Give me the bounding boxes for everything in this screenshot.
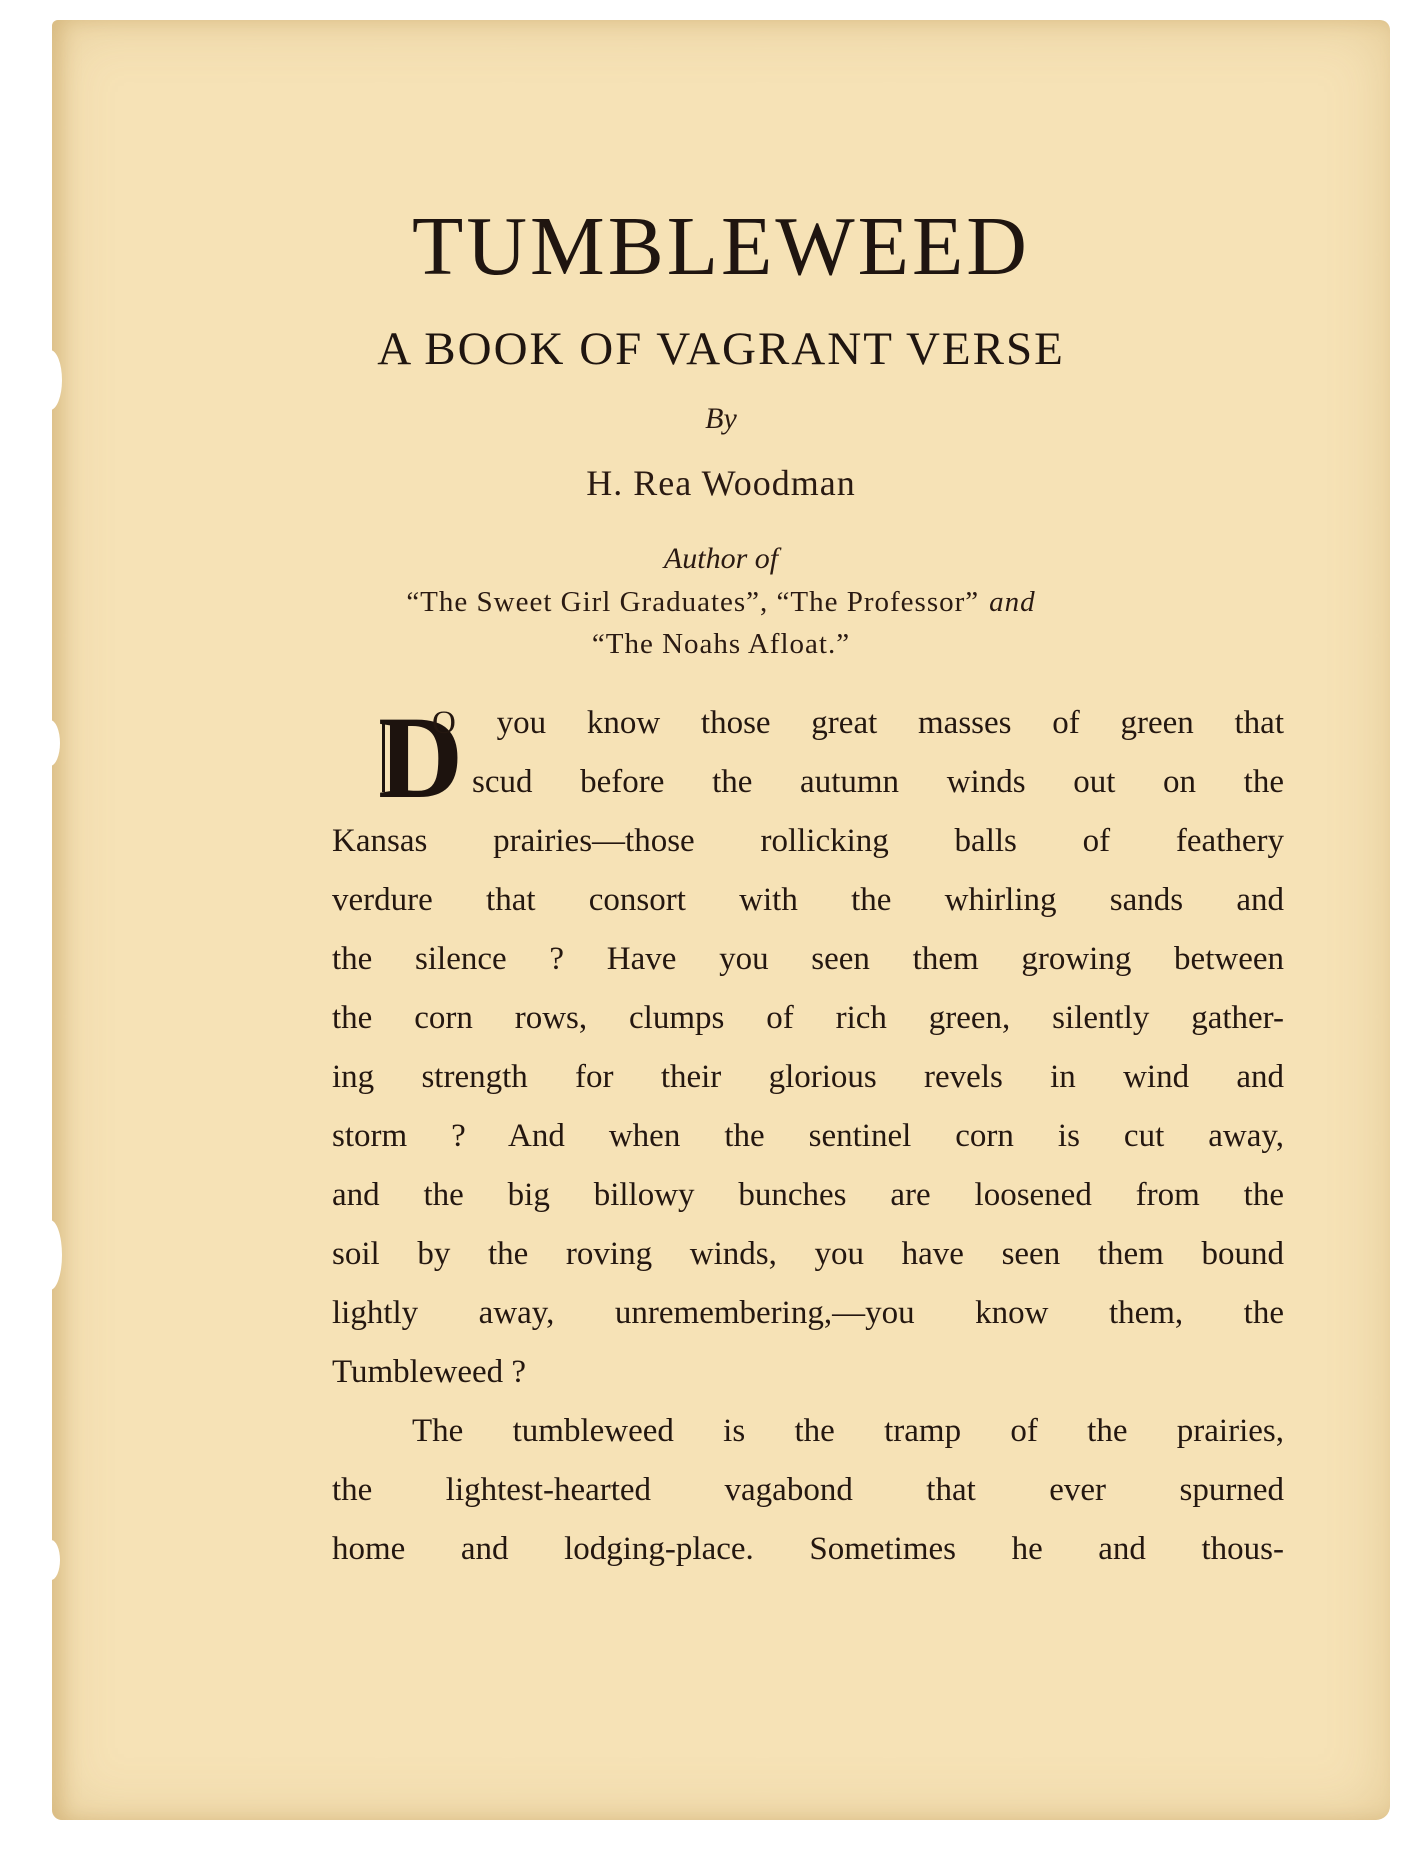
by-line: By (705, 402, 737, 435)
book-subtitle: A BOOK OF VAGRANT VERSE (377, 323, 1065, 375)
page-edge-wear (52, 1220, 62, 1290)
body-line: scud before the autumn winds out on the (472, 764, 1284, 800)
body-line: storm ? And when the sentinel corn is cut away, (332, 1118, 1284, 1154)
other-works-titles: “The Sweet Girl Graduates”, “The Professor” (406, 586, 980, 618)
body-line: O you know those great masses of green that (432, 705, 1284, 741)
body-line: the silence ? Have you seen them growing between (332, 941, 1284, 977)
book-page (52, 20, 1390, 1820)
body-line: verdure that consort with the whirling sands and (332, 882, 1284, 918)
body-line: home and lodging-place. Sometimes he and thous- (332, 1531, 1284, 1567)
author-of-label: Author of (663, 542, 779, 575)
book-title: TUMBLEWEED (412, 200, 1030, 293)
body-line: soil by the roving winds, you have seen them bound (332, 1236, 1284, 1272)
body-line: the corn rows, clumps of rich green, silently gather- (332, 1000, 1284, 1036)
body-line: The tumbleweed is the tramp of the prairies, (412, 1413, 1284, 1449)
page-edge-wear (52, 1540, 60, 1580)
body-line: Tumbleweed ? (332, 1354, 527, 1390)
page-edge-wear (52, 720, 60, 766)
body-line: the lightest-hearted vagabond that ever spurned (332, 1472, 1284, 1508)
body-line: ing strength for their glorious revels in wind and (332, 1059, 1284, 1095)
body-line: and the big billowy bunches are loosened from the (332, 1177, 1284, 1213)
author-name: H. Rea Woodman (586, 463, 856, 503)
body-line: lightly away, unremembering,—you know them, the (332, 1295, 1284, 1331)
other-works-line-2: “The Noahs Afloat.” (591, 628, 851, 660)
drop-cap: D (378, 706, 482, 810)
body-line: Kansas prairies—those rollicking balls of feathery (332, 823, 1284, 859)
other-works-line-1 (52, 586, 1390, 619)
other-works-and: and (989, 586, 1036, 618)
